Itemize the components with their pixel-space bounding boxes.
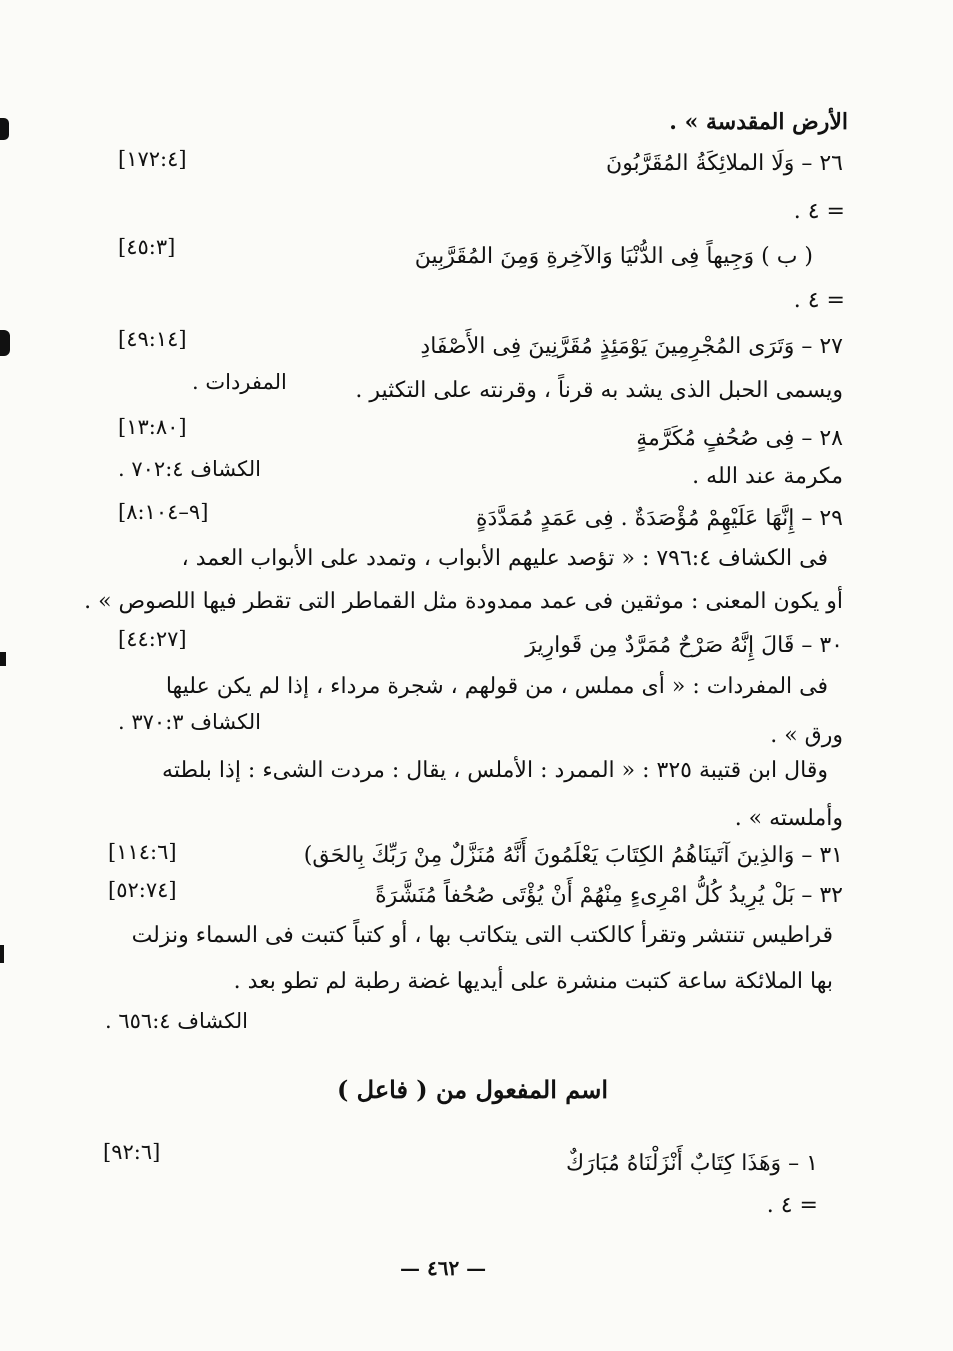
- verse-line: ٣٠ – قَالَ إِنَّهُ صَرْحٌ مُمَرَّدٌ مِن قَوارِيرَ: [525, 633, 843, 658]
- text-line: بها الملائكة ساعة كتبت منشرة على أيديها غضة رطبة لم تطو بعد .: [233, 969, 833, 994]
- verse-reference: [١٧٢:٤]: [118, 147, 187, 171]
- verse-line: ٢٦ – وَلَا الملائِكَةُ المُقَرَّبُونَ: [606, 151, 843, 176]
- verse-line: ٢٨ – فِى صُحُفٍ مُكَرَّمةٍ: [636, 426, 843, 451]
- text-line: فى الكشاف ٧٩٦:٤ : « تؤصد عليهم الأبواب ، وتمدد على الأبواب العمد ،: [181, 546, 828, 571]
- text-line: مكرمة عند الله .: [692, 464, 843, 489]
- text-line: ورق » .: [770, 723, 843, 748]
- verse-reference: [٥٢:٧٤]: [108, 878, 177, 902]
- verse-line: ٢٩ – إِنَّهَا عَلَيْهِمْ مُؤْصَدَةٌ . فِى عَمَدٍ مُمَدَّدَةٍ: [475, 506, 843, 531]
- page-number: — ٤٦٢ —: [400, 1256, 487, 1280]
- section-title: اسم المفعول من ( فاعل ): [336, 1075, 608, 1104]
- verse-line: ٣١ – وَالذِينَ آتَينَاهُمُ الكِتَابَ يَعْلَمُونَ أَنَّهُ مُنَزَّلٌ مِنْ رَبِّكَ بِالحَق): [303, 843, 843, 868]
- text-line: = ٤ .: [766, 1193, 818, 1218]
- text-line: وقال ابن قتيبة ٣٢٥ : « الممرد : الأملس ، يقال : مردت الشىء : إذا بلطته: [162, 758, 828, 783]
- verse-reference: [٤٩:١٤]: [118, 327, 187, 351]
- verse-line: ٢٧ – وَتَرَى المُجْرِمِينَ يَوْمَئِذٍ مُقَرَّنِينَ فِى الأَصْفَادِ: [420, 334, 843, 359]
- text-line: ويسمى الحبل الذى يشد به قرناً ، وقرنته على التكثير .: [355, 378, 843, 403]
- verse-reference: [٩٢:٦]: [103, 1140, 161, 1164]
- scan-mark: [0, 330, 10, 356]
- verse-line: ( ب ) وَجِيهاً فِى الدُّنْيَا وَالآخِرةِ وَمِنَ المُقَرَّبِينَ: [414, 244, 813, 269]
- text-line: = ٤ .: [793, 199, 845, 224]
- text-line: قراطيس تنتشر وتقرأ كالكتب التى يتكاتب بها ، أو كتباً كتبت فى السماء ونزلت: [131, 923, 833, 948]
- verse-reference: [٤٤:٢٧]: [118, 627, 187, 651]
- text-line: أو يكون المعنى : موثقين فى عمد ممدودة مثل القماطر التى تقطر فيها اللصوص » .: [84, 589, 843, 614]
- source-citation: الكشاف ٦٥٦:٤ .: [105, 1009, 248, 1033]
- verse-reference: [١٣:٨٠]: [118, 415, 187, 439]
- text-line: وأملسته » .: [734, 806, 843, 831]
- source-citation: الكشاف ٣٧٠:٣ .: [118, 710, 261, 734]
- scan-mark: [0, 118, 9, 140]
- verse-reference: [٤٥:٣]: [118, 235, 176, 259]
- verse-line: ١ – وَهَذَا كِتَابٌ أَنْزَلْنَاهُ مُبَارَكٌ: [565, 1151, 818, 1176]
- text-line: فى المفردات : « أى مملس ، من قولهم ، شجرة مرداء ، إذا لم يكن عليها: [165, 674, 828, 699]
- verse-reference: [١١٤:٦]: [108, 840, 177, 864]
- scan-mark: [0, 945, 4, 963]
- source-citation: الكشاف ٧٠٢:٤ .: [118, 457, 261, 481]
- text-line: الأرض المقدسة » .: [669, 109, 848, 135]
- scan-mark: [0, 652, 6, 666]
- verse-reference: [٩–٨:١٠٤]: [118, 500, 209, 524]
- verse-line: ٣٢ – بَلْ يُرِيدُ كُلُّ امْرِىءٍ مِنْهُمْ أَنْ يُؤْتَى صُحُفاً مُنَشَّرَةً: [375, 883, 843, 908]
- text-line: = ٤ .: [793, 288, 845, 313]
- source-citation: المفردات .: [192, 370, 287, 394]
